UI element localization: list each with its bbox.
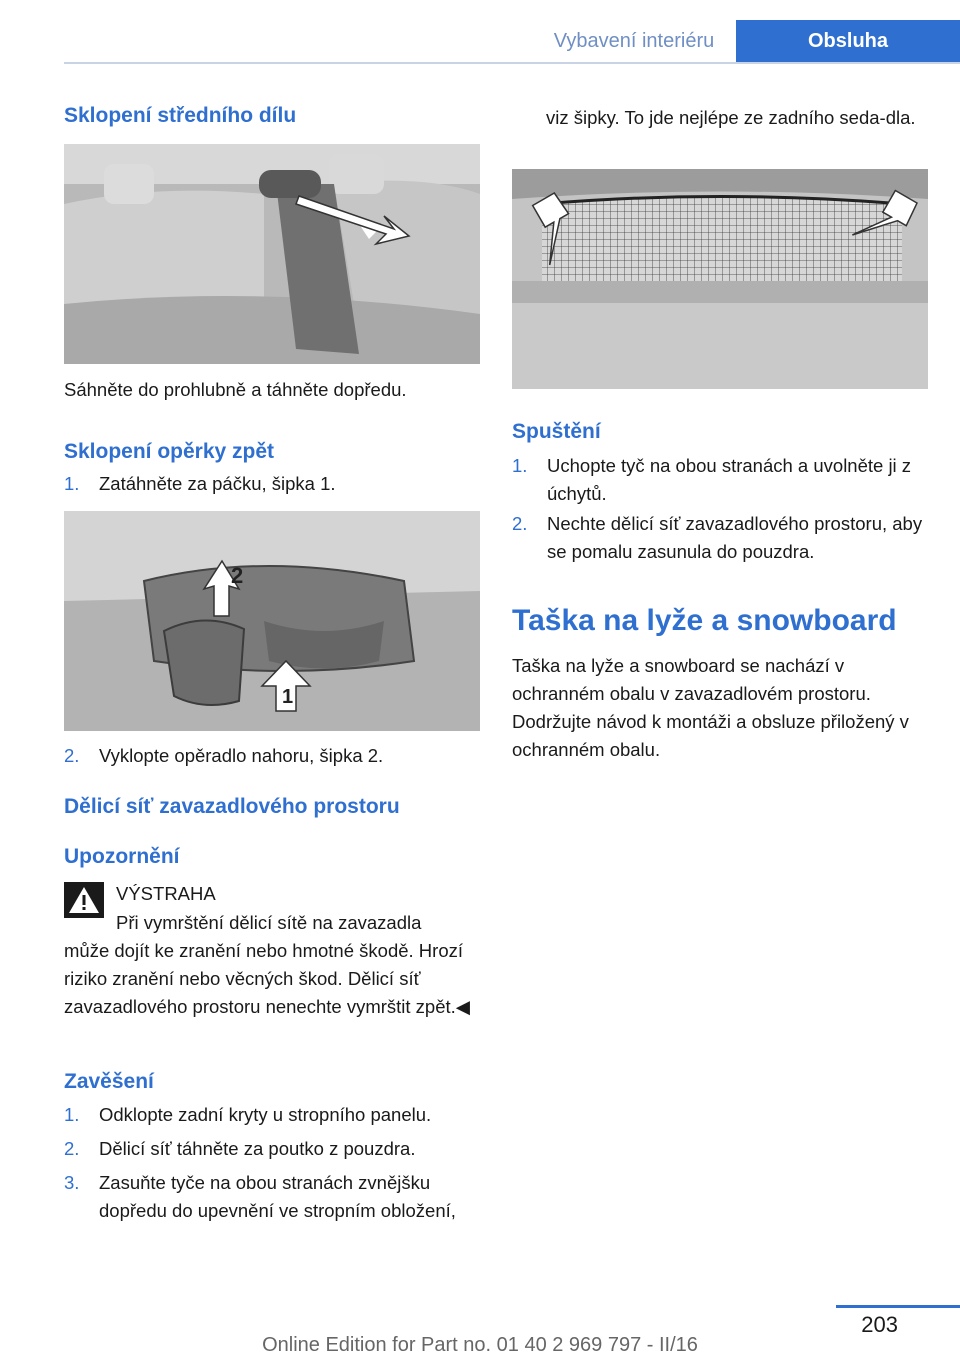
footer-edition: Online Edition for Part no. 01 40 2 969 797 - II/16 [262,1334,698,1356]
list-number: 2. [64,745,80,766]
warning-icon [64,882,104,918]
list-text: Zasuňte tyče na obou stranách zvnějšku dopředu do upevnění ve stropním obložení, [99,1172,456,1221]
caption-center-fold: Sáhněte do prohlubně a táhněte dopředu. [64,379,407,400]
paragraph-ski-bag-location: Taška na lyže a snowboard se nachází v ochranném obalu v zavazadlovém prostoru. [512,655,871,704]
footer-divider [836,1305,960,1308]
list-number: 1. [512,455,528,476]
callout-1: 1 [282,686,294,708]
continued-text: viz šipky. To jde nejlépe ze zadního seda-dla. [546,107,916,128]
list-text: Uchopte tyč na obou stranách a uvolněte ji z úchytů. [547,455,912,504]
image-cargo-net [512,169,928,389]
heading-center-fold: Sklopení středního dílu [64,104,297,127]
list-number: 3. [64,1172,80,1193]
heading-note: Upozornění [64,845,180,868]
warning-line1: Při vymrštění dělicí sítě na zavazadla [116,912,422,933]
header-tab-operation[interactable]: Obsluha [736,20,960,62]
list-text: Vyklopte opěradlo nahoru, šipka 2. [99,745,384,766]
image-rear-seat-center [64,144,480,364]
list-text: Zatáhněte za páčku, šipka 1. [99,473,336,494]
warning-text: může dojít ke zranění nebo hmotné škodě. Hrozí riziko zranění nebo věcných škod. Dělicí síť zavazadlového prostoru nenechte vymrštit zpět.◀ [64,940,471,1017]
list-number: 2. [64,1138,80,1159]
list-number: 2. [512,513,528,534]
heading-backrest: Sklopení opěrky zpět [64,440,275,463]
list-number: 1. [64,1104,80,1125]
heading-ski-bag: Taška na lyže a snowboard [512,604,897,637]
heading-release: Spuštění [512,420,601,443]
image-backrest-lever [64,511,480,731]
warning-title: VÝSTRAHA [116,883,216,904]
page-number: 203 [861,1312,898,1337]
list-text: Dělicí síť táhněte za poutko z pouzdra. [99,1138,416,1159]
list-text: Nechte dělicí síť zavazadlového prostoru, aby se pomalu zasunula do pouzdra. [547,513,923,562]
heading-cargo-net: Dělicí síť zavazadlového prostoru [64,795,400,818]
callout-2: 2 [231,563,244,588]
heading-hanging: Zavěšení [64,1070,154,1093]
list-number: 1. [64,473,80,494]
header-tab-interior[interactable]: Vybavení interiéru [553,30,715,52]
list-text: Odklopte zadní kryty u stropního panelu. [99,1104,432,1125]
paragraph-ski-bag-instructions: Dodržujte návod k montáži a obsluze přiložený v ochranném obalu. [512,711,909,760]
header-divider [64,62,960,64]
